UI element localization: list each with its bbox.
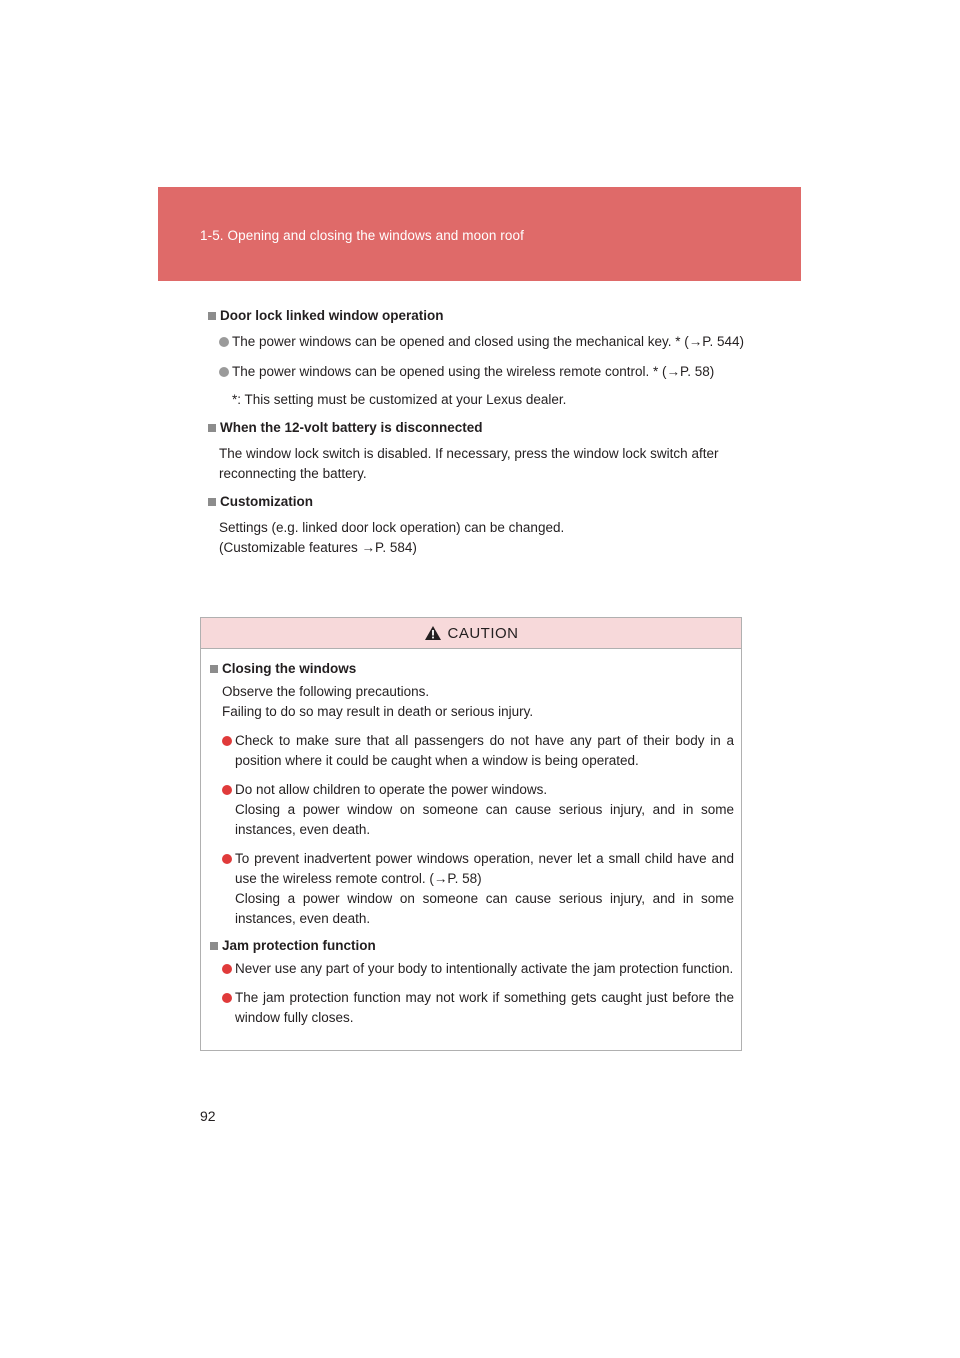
circle-bullet-icon <box>222 964 232 974</box>
item-text: The power windows can be opened using the wireless remote control. * (→P. 58) <box>232 364 715 379</box>
section-title: 1-5. Opening and closing the windows and moon roof <box>200 228 524 243</box>
circle-bullet-icon <box>222 736 232 746</box>
item-subtext: Closing a power window on someone can cause serious injury, and in some instances, even death. <box>235 891 734 926</box>
circle-bullet-icon <box>222 854 232 864</box>
paragraph <box>219 518 748 558</box>
section-heading <box>208 494 748 509</box>
item-text: To prevent inadvertent power windows operation, never let a small child have and use the wireless remote control. (→P. 58) <box>235 851 734 886</box>
square-bullet-icon <box>208 312 216 320</box>
caution-item <box>222 780 734 840</box>
section-heading <box>208 308 748 323</box>
section-header-band <box>158 187 801 281</box>
square-bullet-icon <box>208 424 216 432</box>
list-item <box>219 362 748 382</box>
item-text: The power windows can be opened and closed using the mechanical key. * (→P. 544) <box>232 334 745 349</box>
paragraph-line: Failing to do so may result in death or serious injury. <box>222 704 534 719</box>
footnote: *: This setting must be customized at your Lexus dealer. <box>232 392 567 407</box>
list-item <box>219 332 748 352</box>
main-content <box>208 308 748 558</box>
paragraph-line: (Customizable features →P. 584) <box>219 540 417 555</box>
circle-bullet-icon <box>219 367 229 377</box>
heading-text: When the 12-volt battery is disconnected <box>220 420 483 435</box>
caution-item <box>222 988 734 1028</box>
caution-body <box>201 649 741 1028</box>
circle-bullet-icon <box>219 337 229 347</box>
section-heading <box>208 420 748 435</box>
caution-heading <box>210 661 734 676</box>
caution-item <box>222 959 734 979</box>
caution-heading <box>210 938 734 953</box>
caution-header <box>201 618 741 649</box>
paragraph-line: Observe the following precautions. <box>222 684 430 699</box>
item-subtext: Closing a power window on someone can cause serious injury, and in some instances, even death. <box>235 802 734 837</box>
caution-box <box>200 617 742 1051</box>
heading-text: Door lock linked window operation <box>220 308 444 323</box>
circle-bullet-icon <box>222 993 232 1003</box>
heading-text: Jam protection function <box>222 938 376 953</box>
item-text: Never use any part of your body to intentionally activate the jam protection function. <box>235 961 734 976</box>
caution-item <box>222 731 734 771</box>
page-number: 92 <box>200 1108 216 1124</box>
heading-text: Customization <box>220 494 313 509</box>
caution-item <box>222 849 734 929</box>
item-text: Do not allow children to operate the power windows. <box>235 782 548 797</box>
heading-text: Closing the windows <box>222 661 357 676</box>
square-bullet-icon <box>208 498 216 506</box>
paragraph <box>222 682 734 722</box>
item-text-group <box>235 780 734 840</box>
item-text-group <box>235 849 734 929</box>
square-bullet-icon <box>210 665 218 673</box>
item-text: Check to make sure that all passengers do not have any part of their body in a position where it could be caught when a window is being operated. <box>235 733 734 768</box>
item-text: The jam protection function may not work if something gets caught just before the window fully closes. <box>235 990 734 1025</box>
square-bullet-icon <box>210 942 218 950</box>
warning-triangle-icon <box>424 625 442 641</box>
paragraph-line: Settings (e.g. linked door lock operation) can be changed. <box>219 520 565 535</box>
caution-label: CAUTION <box>447 624 519 642</box>
paragraph: The window lock switch is disabled. If necessary, press the window lock switch after reconnecting the battery. <box>219 446 719 481</box>
circle-bullet-icon <box>222 785 232 795</box>
